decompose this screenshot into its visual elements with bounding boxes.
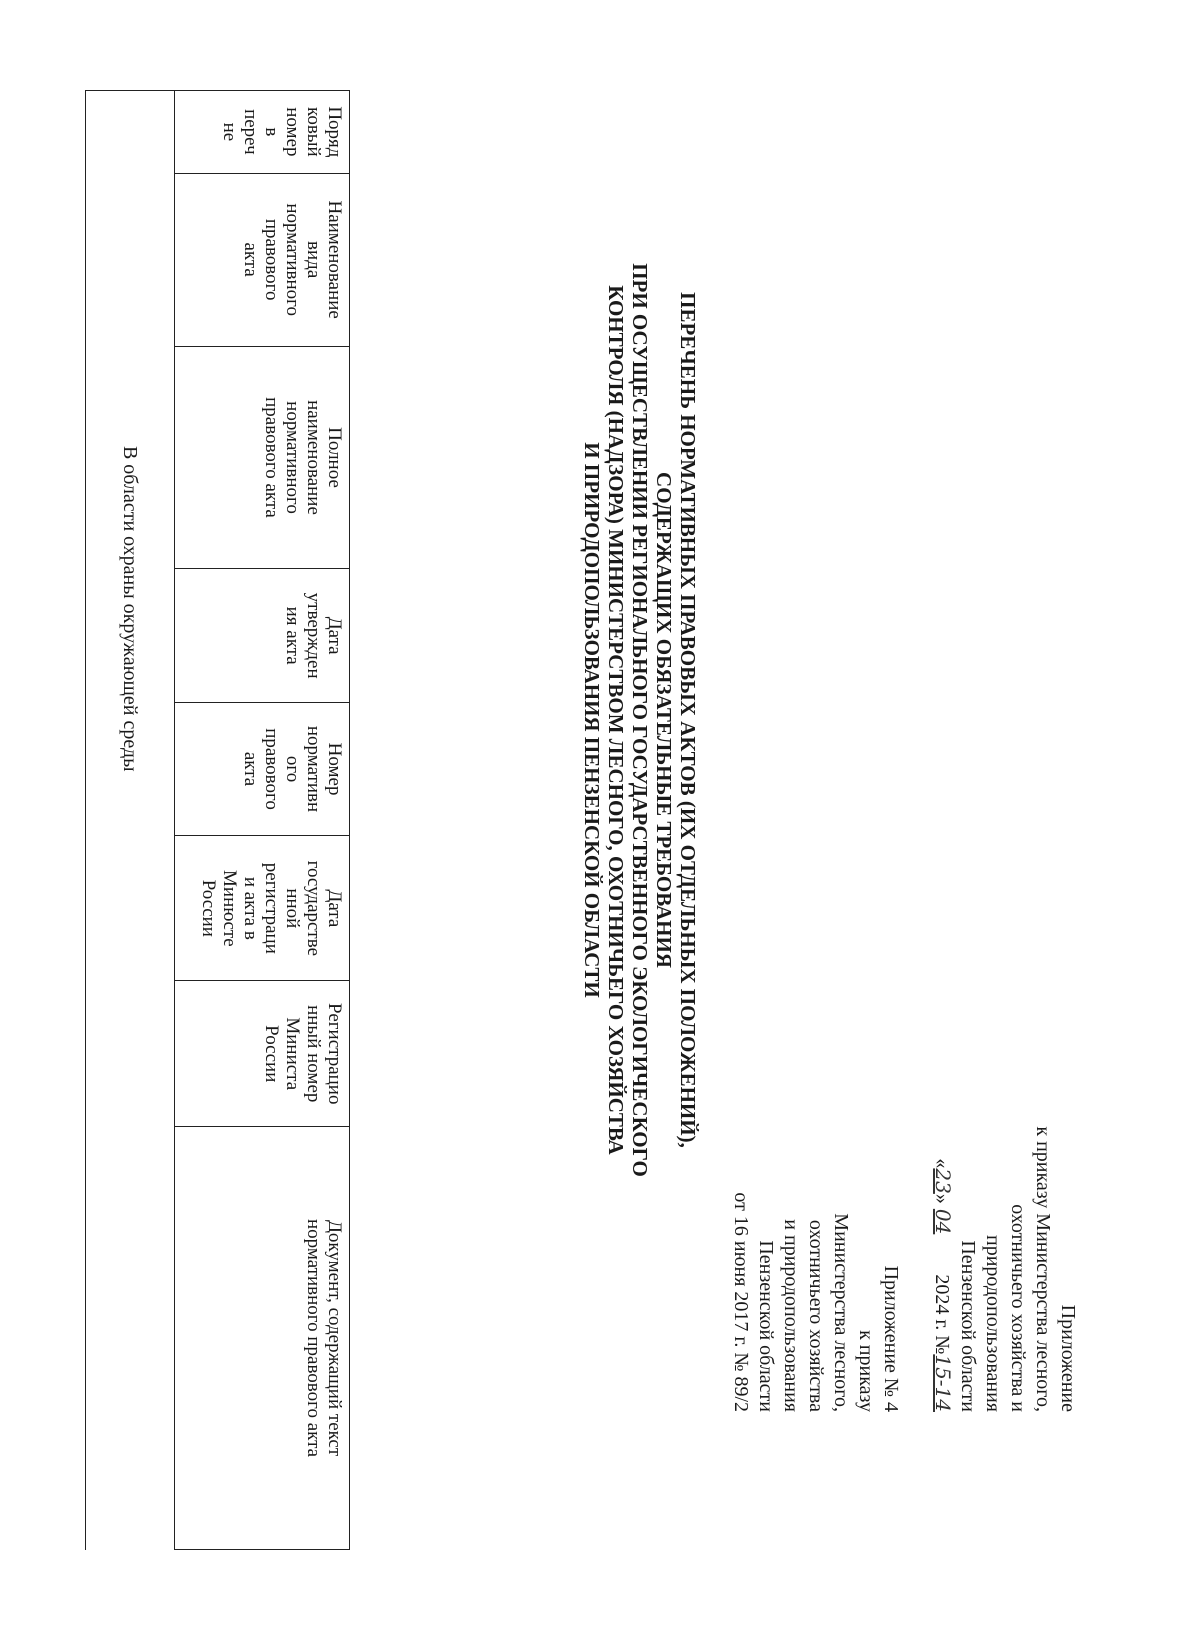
acts-table [85, 90, 350, 1550]
date-close-quote: » [931, 1193, 953, 1204]
appendix-line: Приложение № 4 [880, 1265, 902, 1412]
title-line: КОНТРОЛЯ (НАДЗОРА) МИНИСТЕРСТВОМ ЛЕСНОГО, ОХОТНИЧЬЕГО ХОЗЯЙСТВА [604, 285, 628, 1155]
header-approval-date: Дата утвержден ия акта [175, 569, 350, 702]
header-act-type: Наименование вида нормативного правового акта [175, 173, 350, 346]
approval-line: к приказу Министерства лесного, [1032, 1126, 1054, 1412]
approval-date-line [929, 1052, 955, 1412]
title-line: ПРИ ОСУЩЕСТВЛЕНИИ РЕГИОНАЛЬНОГО ГОСУДАРСТВЕННОГО ЭКОЛОГИЧЕСКОГО [628, 263, 652, 1177]
section-title: В области охраны окружающей среды [86, 91, 175, 1127]
document-title [580, 160, 700, 1280]
header-order-number: Поряд ковый номер в переч не [175, 91, 350, 174]
header-act-number: Номер нормативн ого правового акта [175, 702, 350, 835]
date-open-quote: « [931, 1158, 953, 1169]
handwritten-month: 04 [931, 1208, 955, 1235]
handwritten-number: 15-14 [931, 1354, 955, 1412]
appendix-line: охотничьего хозяйства [805, 1219, 827, 1412]
appendix-line: Министерства лесного, [830, 1213, 852, 1412]
appendix-line: от 16 июня 2017 г. № 89/2 [730, 1192, 752, 1412]
title-line: СОДЕРЖАЩИХ ОБЯЗАТЕЛЬНЫЕ ТРЕБОВАНИЯ [652, 472, 676, 968]
title-line: И ПРИРОДОПОЛЬЗОВАНИЯ ПЕНЗЕНСКОЙ ОБЛАСТИ [580, 442, 604, 998]
spacer [903, 1052, 929, 1412]
header-registration-date: Дата государстве нной регистраци и акта в Минюсте России [175, 836, 350, 981]
handwritten-day: 23 [931, 1168, 955, 1194]
header-full-name: Полное наименование нормативного правового акта [175, 346, 350, 569]
header-document-text: Документ, содержащий текст нормативного правового акта [175, 1127, 350, 1550]
title-line: ПЕРЕЧЕНЬ НОРМАТИВНЫХ ПРАВОВЫХ АКТОВ (ИХ ОТДЕЛЬНЫХ ПОЛОЖЕНИЙ), [676, 292, 700, 1148]
approval-line: Приложение [1057, 1304, 1079, 1412]
table-section-row [86, 91, 175, 1550]
header-registration-number: Регистрацио нный номер Министа России [175, 981, 350, 1127]
approval-line: охотничьего хозяйства и [1007, 1204, 1029, 1412]
approval-line: Пензенской области [957, 1240, 979, 1412]
approval-line: природопользования [982, 1235, 1004, 1412]
approval-block [728, 1052, 1080, 1412]
table-header-row [175, 91, 350, 1550]
appendix-line: к приказу [855, 1330, 877, 1412]
date-year-text: 2024 г. № [931, 1274, 953, 1355]
appendix-line: и природопользования [780, 1219, 802, 1412]
section-filler-cell [86, 1127, 175, 1550]
appendix-line: Пензенской области [755, 1240, 777, 1412]
